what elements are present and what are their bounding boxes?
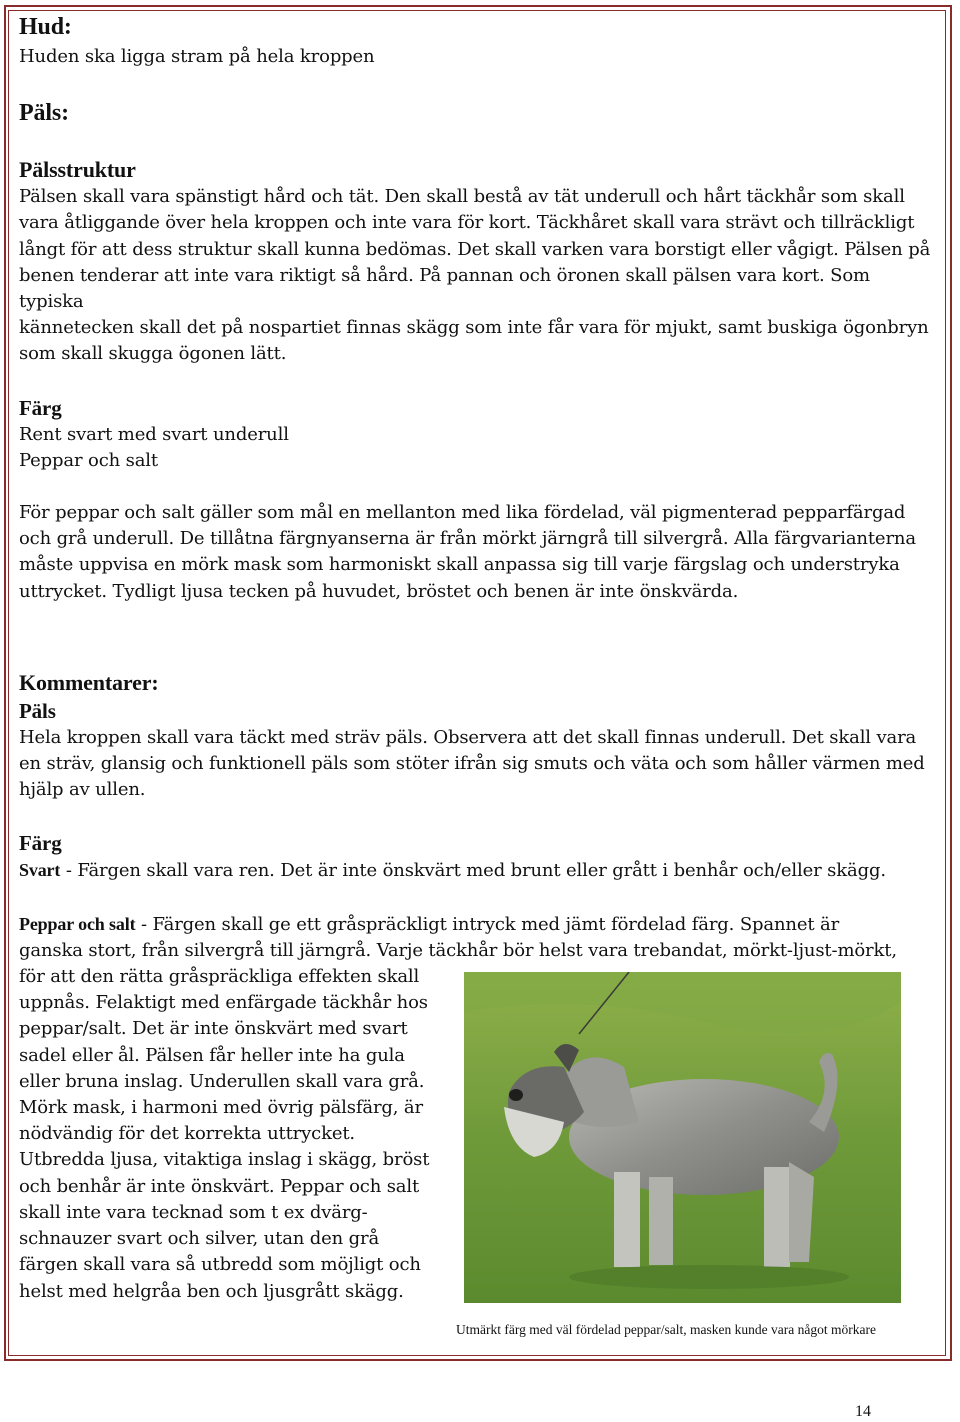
text-line: och benhår är inte önskvärt. Peppar och salt [19,1175,420,1197]
text-line: schnauzer svart och silver, utan den grå [19,1228,380,1250]
text-line: sadel eller ål. Pälsen får heller inte ha gula [19,1044,405,1066]
text-line: måste uppvisa en mörk mask som harmoniskt skall anpassa sig till varje färgslag och understryka [19,554,900,576]
heading-farg: Färg [19,395,62,420]
text-line: hjälp av ullen. [19,779,146,801]
text-line: uppnås. Felaktigt med enfärgade täckhår hos [19,992,428,1014]
heading-pals: Päls: [19,100,69,127]
svart-text: - Färgen skall vara ren. Det är inte önskvärt med brunt eller grått i benhår och/eller skägg. [60,860,886,882]
heading-kommentarer: Kommentarer: [19,669,159,695]
svart-label: Svart [19,860,61,881]
page-number: 14 [855,1403,871,1420]
text-line: Hela kroppen skall vara täckt med sträv päls. Observera att det skall finnas underull. Det skall vara [19,726,917,748]
text-line: nödvändig för det korrekta uttrycket. [19,1123,356,1145]
heading-kommentarer-pals: Päls [19,698,56,723]
farg-line-svart: Rent svart med svart underull [19,423,289,445]
text-line: färgen skall vara så utbredd som möjligt och [19,1254,421,1276]
heading-kommentarer-farg: Färg [19,831,62,856]
text-line: kännetecken skall det på nospartiet finnas skägg som inte får vara för mjukt, samt buskiga ögonbryn [19,317,929,339]
text-line: helst med helgråa ben och ljusgrått skägg. [19,1280,404,1302]
text-line: eller bruna inslag. Underullen skall vara grå. [19,1070,425,1092]
heading-palsstruktur: Pälsstruktur [19,157,136,183]
text-line: som skall skugga ögonen lätt. [19,343,287,365]
hud-text: Huden ska ligga stram på hela kroppen [19,46,375,67]
text-line: ganska stort, från silvergrå till järngrå. Varje täckhår bör helst vara trebandat, mörkt-ljust-mörkt, [19,939,897,961]
peppar-label: Peppar och salt [19,913,136,934]
peppar-wrapped-text [19,964,444,1305]
svart-paragraph [19,857,937,884]
text-line: och grå underull. De tillåtna färgnyanserna är från mörkt järngrå till silvergrå. Alla färgvarianterna [19,528,916,550]
heading-hud: Hud: [19,14,72,40]
text-line: uttrycket. Tydligt ljusa tecken på huvudet, bröstet och benen är inte önskvärda. [19,580,739,602]
farg-line-peppar: Peppar och salt [19,449,158,471]
palsstruktur-paragraph [19,184,937,367]
peppar-text: - Färgen skall ge ett gråspräckligt intryck med jämt fördelad färg. Spannet är [135,913,840,935]
text-line: Mörk mask, i harmoni med övrig pälsfärg, är [19,1097,423,1119]
text-line: skall inte vara tecknad som t ex dvärg- [19,1201,368,1223]
kommentarer-pals-paragraph [19,725,937,804]
dog-photo [464,972,901,1303]
text-line: peppar/salt. Det är inte önskvärt med svart [19,1018,408,1040]
text-line: vara åtliggande över hela kroppen och inte vara för kort. Täckhåret skall vara strävt och tillräckligt [19,212,915,234]
text-line: Pälsen skall vara spänstigt hård och tät. Den skall bestå av tät underull och hårt täckhår som skall [19,186,905,208]
text-line: För peppar och salt gäller som mål en mellanton med lika fördelad, väl pigmenterad pepparfärgad [19,502,906,524]
text-line: en sträv, glansig och funktionell päls som stöter ifrån sig smuts och väta och som håller värmen med [19,753,925,775]
text-line: långt för att dess struktur skall kunna bedömas. Det skall varken vara borstigt eller vågigt. Pälsen på [19,238,931,260]
text-line: benen tenderar att inte vara riktigt så hård. På pannan och öronen skall pälsen vara kort. Som typiska [19,264,870,313]
text-line: Utbredda ljusa, vitaktiga inslag i skägg, bröst [19,1149,430,1171]
text-line: för att den rätta gråspräckliga effekten skall [19,966,420,988]
text-line [19,911,937,938]
photo-caption: Utmärkt färg med väl fördelad peppar/salt, masken kunde vara något mörkare [456,1322,876,1337]
farg-paragraph [19,500,937,605]
